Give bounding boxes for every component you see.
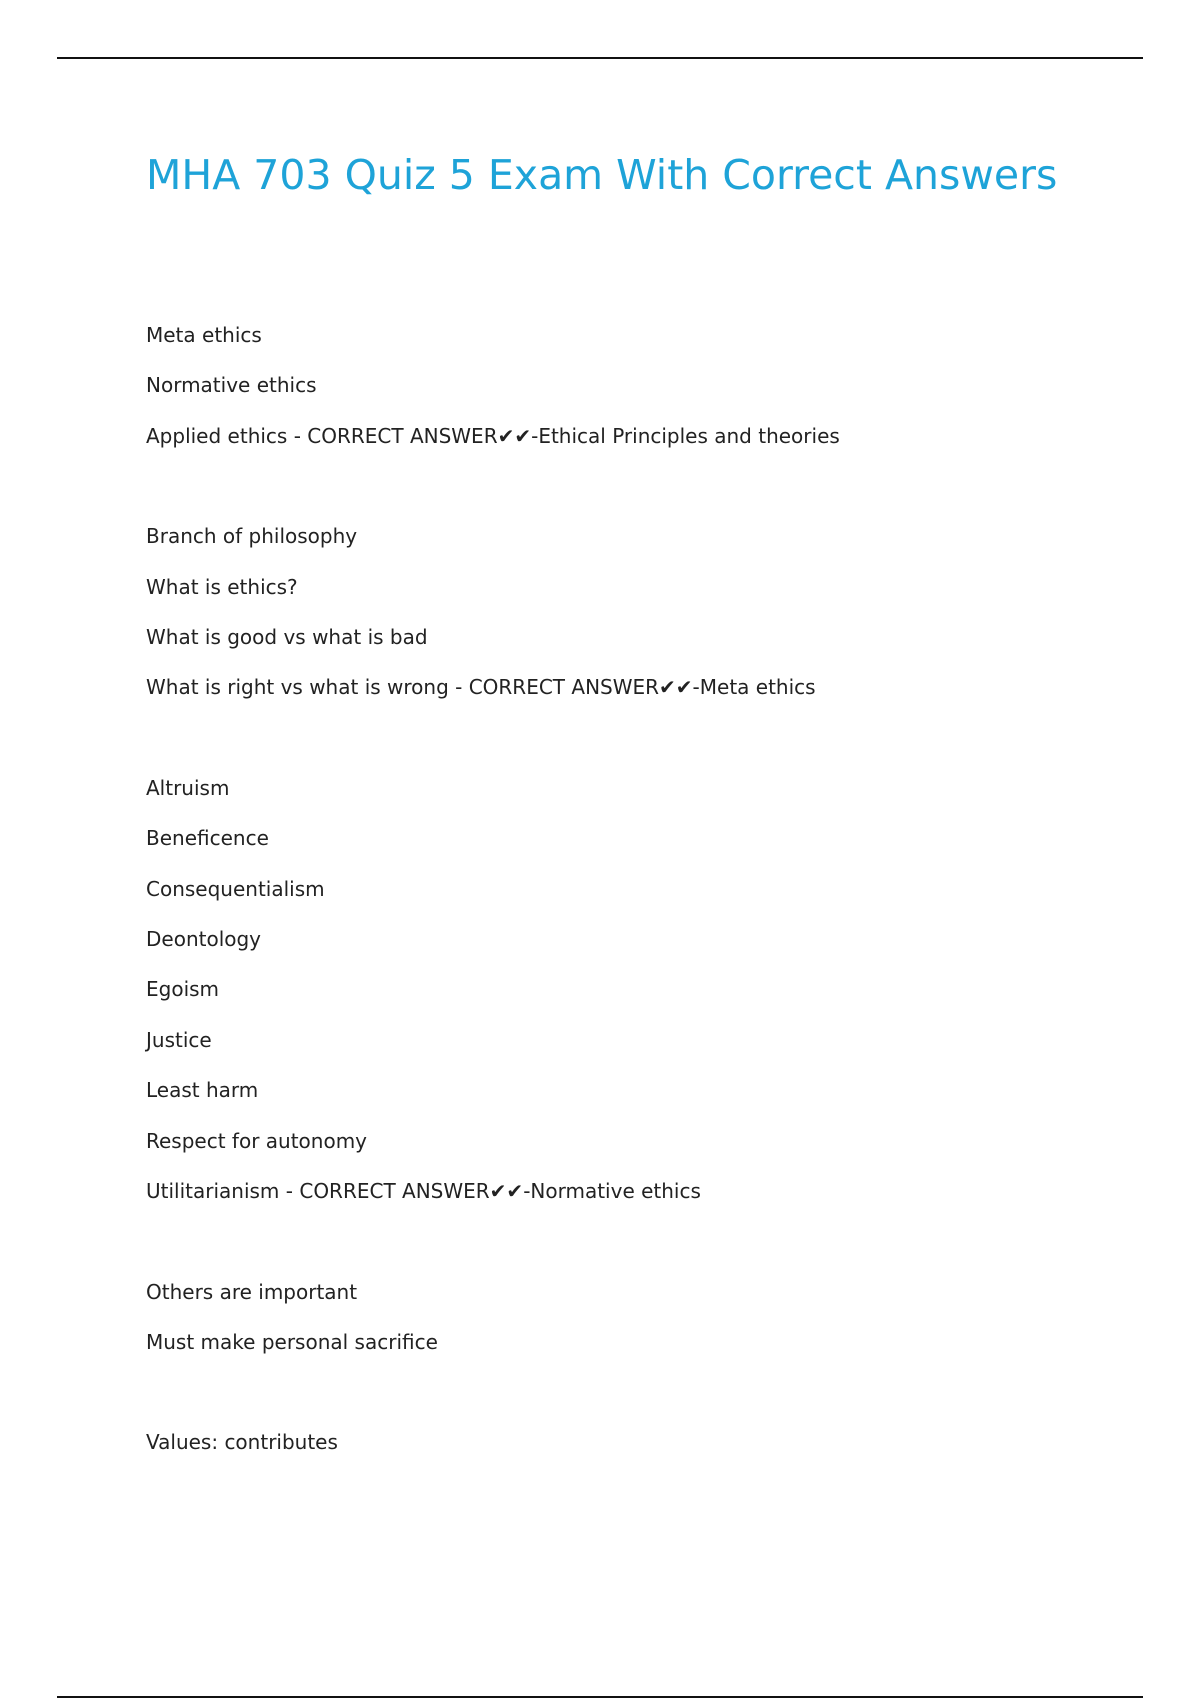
text-line: Must make personal sacrifice bbox=[146, 1329, 438, 1354]
text-line: Deontology bbox=[146, 927, 262, 952]
text-line: Respect for autonomy bbox=[146, 1128, 368, 1153]
text-line: Altruism bbox=[146, 775, 230, 800]
text-line: Least harm bbox=[146, 1078, 259, 1103]
qa-block-5 bbox=[146, 1417, 1126, 1467]
header-rule bbox=[57, 57, 1143, 59]
answer-line: Utilitarianism - CORRECT ANSWER✔✔-Normative ethics bbox=[146, 1179, 701, 1204]
qa-block-3 bbox=[146, 763, 1126, 1217]
text-line: Justice bbox=[146, 1027, 212, 1052]
document-body bbox=[146, 310, 1126, 1468]
footer-rule bbox=[57, 1696, 1143, 1698]
text-line: Branch of philosophy bbox=[146, 524, 358, 549]
qa-block-2 bbox=[146, 511, 1126, 713]
text-line: What is ethics? bbox=[146, 574, 298, 599]
answer-line: Applied ethics - CORRECT ANSWER✔✔-Ethical Principles and theories bbox=[146, 423, 840, 448]
answer-line: What is right vs what is wrong - CORRECT ANSWER✔✔-Meta ethics bbox=[146, 675, 816, 700]
text-line: Egoism bbox=[146, 977, 220, 1002]
text-line: Consequentialism bbox=[146, 876, 325, 901]
document-title: MHA 703 Quiz 5 Exam With Correct Answers bbox=[146, 151, 1058, 199]
text-line: Normative ethics bbox=[146, 373, 317, 398]
text-line: Values: contributes bbox=[146, 1430, 338, 1455]
text-line: Others are important bbox=[146, 1279, 358, 1304]
qa-block-1 bbox=[146, 310, 1126, 461]
text-line: Beneficence bbox=[146, 826, 269, 851]
text-line: What is good vs what is bad bbox=[146, 625, 428, 650]
qa-block-4 bbox=[146, 1267, 1126, 1368]
text-line: Meta ethics bbox=[146, 323, 262, 347]
